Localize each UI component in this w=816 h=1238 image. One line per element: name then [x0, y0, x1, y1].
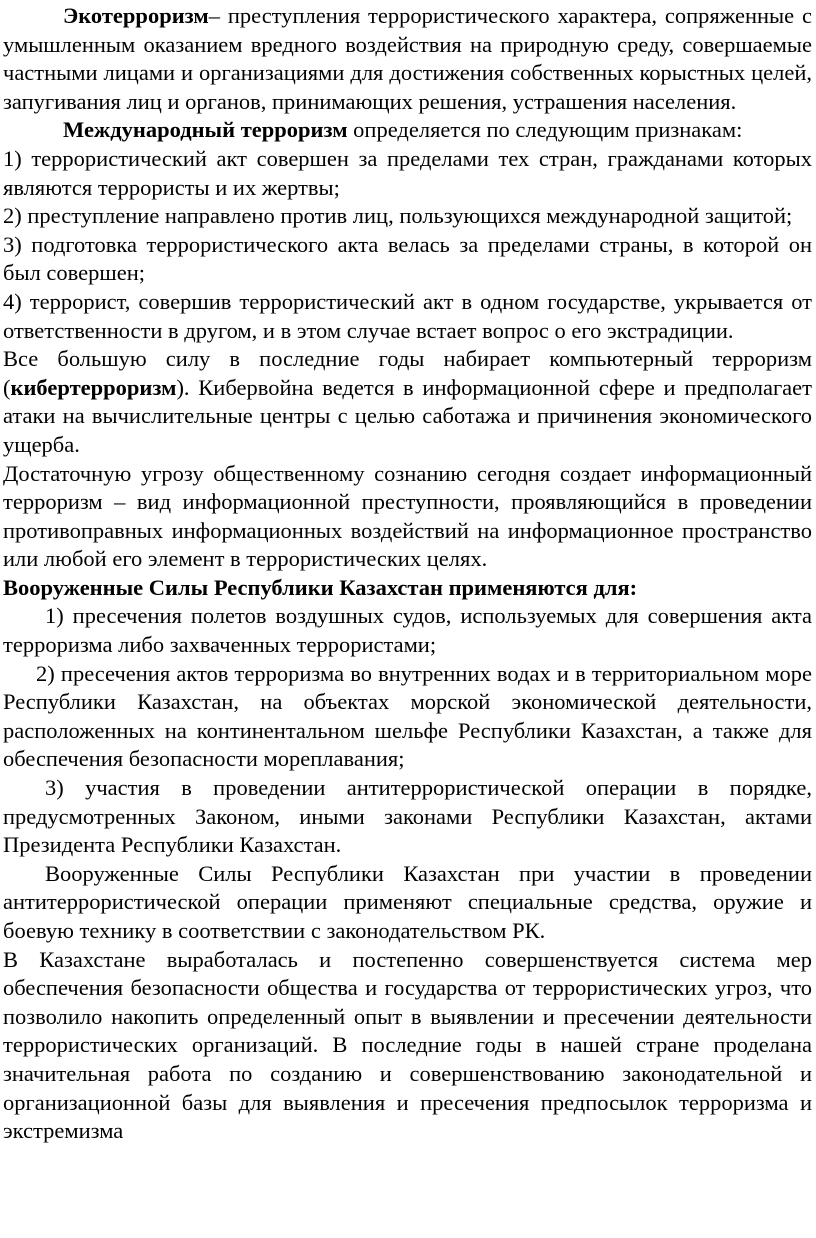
- sign-item: 2) преступление направлено против лиц, пользующихся международной защитой;: [3, 203, 793, 229]
- armed-forces-item: 3) участия в проведении антитеррористической операции в порядке, предусмотренных Законом, иными законами Республики Казахстан, актами Президента Республики Казахстан.: [3, 775, 812, 858]
- sign-item: 1) террористический акт совершен за пределами тех стран, гражданами которых являются террористы и их жертвы;: [3, 145, 812, 200]
- armed-forces-heading: Вооруженные Силы Республики Казахстан применяются для:: [3, 574, 638, 600]
- cyberterrorism-term: кибертерроризм: [10, 374, 177, 400]
- ecoterrorism-paragraph: [3, 2, 812, 116]
- ecoterrorism-definition: – преступления террористического характера, сопряженные с умышленным оказанием вредного воздействия на природную среду, совершаемые частными лицами и организациями для достижения собственных корыстных целей, запугивания лиц и органов, принимающих решения, устрашения населения.: [3, 3, 812, 114]
- armed-forces-means-paragraph: Вооруженные Силы Республики Казахстан при участии в проведении антитеррористической операции применяют специальные средства, оружие и боевую технику в соответствии с законодательством РК.: [3, 860, 812, 943]
- sign-item: 4) террорист, совершив террористический акт в одном государстве, укрывается от ответственности в другом, и в этом случае встает вопрос о его экстрадиции.: [3, 288, 812, 343]
- armed-forces-item: 1) пресечения полетов воздушных судов, используемых для совершения акта терроризма либо захваченных террористами;: [3, 603, 812, 658]
- cyber-text-before: Все большую силу в последние годы набирает компьютерный терроризм (: [3, 346, 812, 400]
- international-terrorism-paragraph: [3, 116, 812, 145]
- international-terrorism-intro: определяется по следующим признакам:: [347, 117, 743, 143]
- armed-forces-item: 2) пресечения актов терроризма во внутренних водах и в территориальном море Республики Казахстан, на объектах морской экономической деятельности, расположенных на континентальном шельфе Республики Казахстан, а также для обеспечения безопасности мореплавания;: [3, 660, 812, 772]
- sign-item: 3) подготовка террористического акта велась за пределами страны, в которой он был совершен;: [3, 231, 812, 286]
- information-terrorism-paragraph: Достаточную угрозу общественному сознанию сегодня создает информационный терроризм – вид информационной преступности, проявляющийся в проведении противоправных информационных воздействий на информационное пространство или любой его элемент в террористических целях.: [3, 460, 812, 572]
- international-terrorism-term: Международный терроризм: [63, 117, 348, 143]
- cyberterrorism-paragraph: [3, 345, 812, 459]
- kazakhstan-security-paragraph: В Казахстане выработалась и постепенно совершенствуется система мер обеспечения безопасности общества и государства от террористических угроз, что позволило накопить определенный опыт в выявлении и пресечении деятельности террористических организаций. В последние годы в нашей стране проделана значительная работа по созданию и совершенствованию законодательной и организационной базы для выявления и пресечения предпосылок терроризма и экстремизма: [3, 946, 812, 1144]
- ecoterrorism-term: Экотерроризм: [63, 3, 209, 28]
- cyber-text-after: ). Кибервойна ведется в информационной сфере и предполагает атаки на вычислительные центры с целью саботажа и причинения экономического ущерба.: [3, 374, 812, 457]
